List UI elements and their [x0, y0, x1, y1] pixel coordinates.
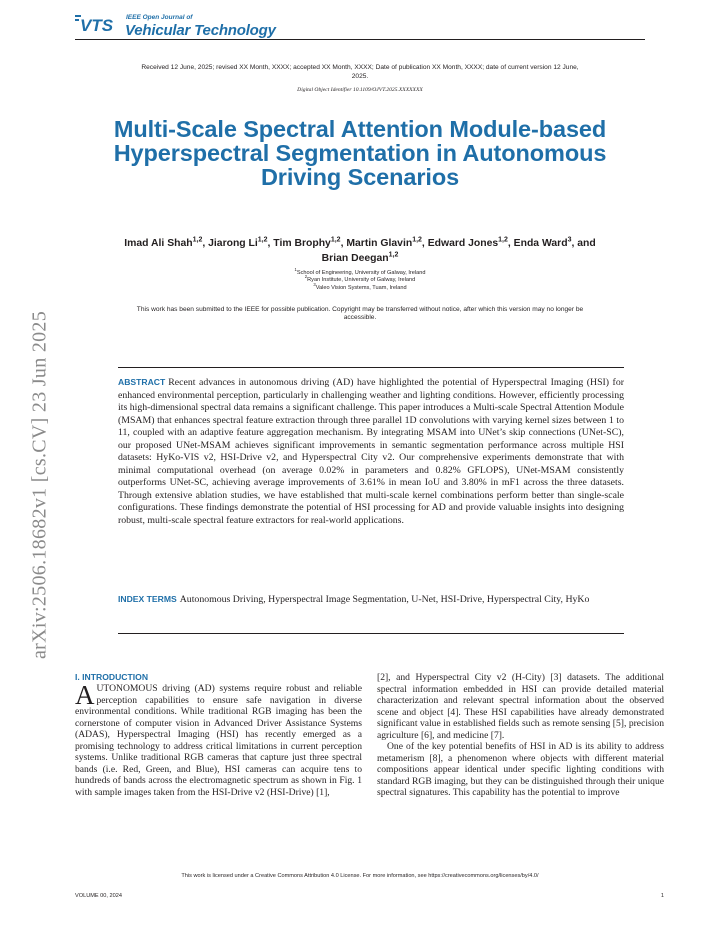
author-name: Enda Ward — [513, 238, 568, 249]
journal-name: Vehicular Technology — [125, 22, 276, 39]
header-divider — [75, 39, 645, 40]
author-name: Jiarong Li — [208, 238, 258, 249]
vts-logo-icon — [75, 14, 119, 34]
abstract-top-rule — [118, 367, 624, 368]
author-affiliation-mark: 1,2 — [192, 236, 203, 244]
svg-text:VTS: VTS — [80, 16, 114, 34]
affiliation-line: $^3$Valeo Vision Systems, Tuam, Ireland — [313, 281, 407, 291]
journal-subtitle: IEEE Open Journal of — [126, 14, 193, 21]
affiliation-line: $^1$School of Engineering, University of Galway, Ireland — [294, 267, 426, 276]
author-name: Imad Ali Shah — [124, 238, 193, 249]
author-affiliation-mark: 1,2 — [412, 236, 422, 244]
intro-column-left — [75, 680, 362, 798]
author-name: Brian Deegan — [321, 252, 389, 264]
intro-paragraph: [2], and Hyperspectral City v2 (H-City) [3] datasets. The additional spectral information embedded in HSI can provide detailed material characterization and relevant spectral information about the observed scene and object [4]. These HSI capabilities have already demonstrated significant value in established fields such as remote sensing [5], precision agriculture [6], and medicine [7]. — [377, 672, 664, 741]
abstract-label: ABSTRACT — [118, 377, 166, 387]
index-terms-text: Autonomous Driving, Hyperspectral Image Segmentation, U-Net, HSI-Drive, Hyperspectral City, HyKo — [179, 594, 590, 605]
intro-column-right — [377, 672, 664, 799]
author-affiliation-mark: 1,2 — [498, 236, 508, 244]
section-heading: I. INTRODUCTION — [75, 672, 149, 682]
paper-title: Multi-Scale Spectral Attention Module-based Hyperspectral Segmentation in Autonomous Driving Scenarios — [113, 116, 607, 191]
author-affiliation-mark: 1,2 — [388, 251, 399, 259]
author-name: Tim Brophy — [273, 238, 331, 249]
abstract — [118, 376, 624, 527]
index-terms — [118, 593, 624, 607]
author-affiliation-mark: 1,2 — [330, 236, 341, 244]
doi: Digital Object Identifier 10.1109/OJVT.2025.XXXXXXX — [297, 87, 423, 93]
arxiv-stamp: arXiv:2506.18682v1 [cs.CV] 23 Jun 2025 — [28, 310, 51, 660]
volume-label: VOLUME 00, 2024 — [75, 893, 122, 899]
intro-paragraph: One of the key potential benefits of HSI in AD is its ability to address metamerism [8], a phenomenon where objects with different material compositions appear identical under specific lighting conditions with standard RGB imaging, but they can be distinguished through their unique spectral signatures. This capability has the potential to improve — [377, 741, 664, 798]
license-notice: This work is licensed under a Creative Commons Attribution 4.0 License. For more information, see https://creativecommons.org/licenses/by/4.0/ — [181, 873, 539, 879]
abstract-text: Recent advances in autonomous driving (AD) have highlighted the potential of Hyperspectral Imaging (HSI) for enhanced environmental perception, particularly in challenging weather and lighting conditions. However, efficiently processing its high-dimensional spectral data remains a significant challenge. This paper introduces a Multi-scale Spectral Attention Module (MSAM) that enhances spectral feature extraction through three parallel 1D convolutions with varying kernel sizes between 1 to 11, coupled with an adaptive feature aggregation mechanism. By integrating MSAM into UNet’s skip connections (UNet-SC), our proposed UNet-MSAM achieves significant improvements in semantic segmentation performance across multiple HSI datasets: HyKo-VIS v2, HSI-Drive v2, and Hyperspectral City v2. Our comprehensive experiments demonstrate that with minimal computational overhead (on average 0.02% in parameters and 0.82% GFLOPS), UNet-MSAM consistently outperforms UNet-SC, achieving average improvements of 3.61% in mean IoU and 3.80% in mF1 across the three datasets. Through extensive ablation studies, we have established that multi-scale kernel combinations perform better than single-scale configurations. These findings demonstrate the potential of HSI processing for AD and provide valuable insights into designing robust, multi-scale spectral feature extractors for real-world applications. — [118, 377, 624, 526]
page-number: 1 — [660, 893, 664, 899]
author-affiliation-mark: 3 — [567, 236, 572, 244]
drop-cap: A — [75, 680, 95, 710]
index-terms-label: INDEX TERMS — [118, 594, 177, 604]
affiliation-line: $^2$Ryan Institute, University of Galway, Ireland — [304, 274, 416, 284]
abstract-bottom-rule — [118, 633, 624, 634]
author-name: Martin Glavin — [346, 238, 413, 249]
affiliations — [200, 267, 520, 292]
intro-text-left: UTONOMOUS driving (AD) systems require robust and reliable perception capabilities to ensure safe navigation in diverse environmental conditions. While traditional RGB imaging has been the cornerstone of computer vision in Advanced Driver Assistance Systems (ADAS), Hyperspectral Imaging (HSI) has recently emerged as a promising technology to address critical limitations in current perception systems. Unlike traditional RGB cameras that capture just three spectral bands (i.e. Red, Green, and Blue), HSI cameras can acquire tens to hundreds of bands across the electromagnetic spectrum as shown in Fig. 1 with sample images taken from the HSI-Drive v2 (HSI-Drive) [1], — [75, 683, 362, 798]
author-affiliation-mark: 1,2 — [257, 236, 268, 244]
author-name: Edward Jones — [427, 238, 499, 249]
author-list: Imad Ali Shah$^{1,2}$, Jiarong Li$^{1,2}$, Tim Brophy$^{1,2}$, Martin Glavin$^{1,2}$, Edward Jones$^{1,2}$, Enda Ward$^3$, and Brian Deegan$^{1,2}$ — [124, 236, 596, 264]
received-dates: Received 12 June, 2025; revised XX Month, XXXX; accepted XX Month, XXXX; Date of publication XX Month, XXXX; date of current version 12 June, 2025. — [141, 64, 579, 80]
submission-notice: This work has been submitted to the IEEE for possible publication. Copyright may be transferred without notice, after which this version may no longer be accessible. — [136, 306, 584, 322]
